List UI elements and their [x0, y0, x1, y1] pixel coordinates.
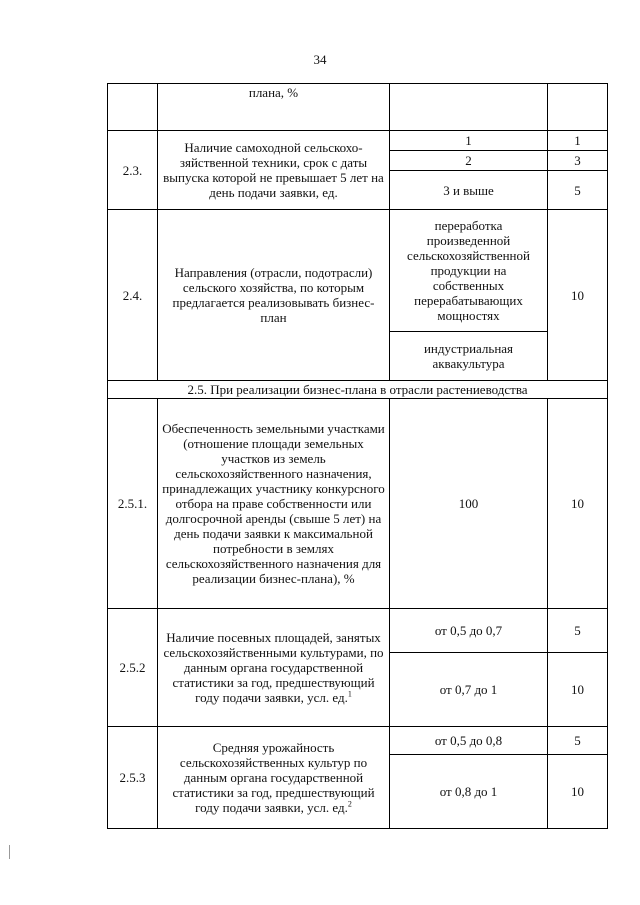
num-cell — [108, 210, 158, 381]
table-row — [108, 210, 608, 332]
table-row — [108, 131, 608, 151]
option-value: 3 и выше — [443, 182, 494, 198]
option-score: 5 — [574, 182, 581, 198]
section-title: 2.5. При реализации бизнес-плана в отрасли растениеводства — [187, 382, 528, 397]
num-cell — [108, 609, 158, 727]
option-value: индустриальная аквакультура — [423, 341, 514, 371]
score-cell — [548, 131, 608, 151]
desc-cell — [158, 727, 390, 829]
desc-text: Наличие самоходной сельскохо-зяйственной техники, срок с даты выпуска которой не превышает 5 лет на день подачи заявки, ед. — [163, 140, 384, 200]
option-score: 10 — [571, 682, 584, 697]
score-cell — [548, 210, 608, 381]
option-score: 10 — [571, 784, 584, 799]
value-cell — [390, 210, 548, 332]
desc-cell — [158, 131, 390, 210]
option-value: от 0,5 до 0,8 — [434, 733, 503, 748]
table-row — [108, 399, 608, 609]
criteria-table — [107, 83, 608, 829]
desc-cell — [158, 210, 390, 381]
option-score: 1 — [574, 133, 581, 148]
desc-text: Обеспеченность земельными участками (отношение площади земельных участков из земель сельскохозяйственного назначения, принадлежащих участнику конкурсного отбора на праве собственности или долгосрочной аренды (свыше 5 лет) на день подачи заявки к максимальной потребности в землях сельскохозяйственного назначения для реализации бизнес-плана), % — [162, 421, 385, 586]
footnote-mark: 2 — [347, 799, 352, 809]
score-cell — [548, 755, 608, 829]
desc-text: Наличие посевных площадей, занятых сельскохозяйственными культурами, по данным органа государственной статистики за год, предшествующий году подачи заявки, усл. ед. — [163, 630, 384, 705]
score-cell — [548, 84, 608, 131]
table-row — [108, 609, 608, 653]
value-cell — [390, 399, 548, 609]
table-row — [108, 727, 608, 755]
footnote-mark: 1 — [347, 689, 352, 699]
option-score: 5 — [574, 733, 581, 748]
value-cell — [390, 653, 548, 727]
desc-cell — [158, 84, 390, 131]
table-row — [108, 381, 608, 399]
score-cell — [548, 727, 608, 755]
page-number: 34 — [313, 52, 327, 67]
score-cell — [548, 151, 608, 171]
score-cell — [548, 609, 608, 653]
row-number: 2.5.3 — [119, 770, 146, 785]
option-value: от 0,8 до 1 — [439, 784, 498, 799]
num-cell — [108, 131, 158, 210]
num-cell — [108, 399, 158, 609]
score-cell — [548, 171, 608, 210]
row-number: 2.4. — [122, 287, 143, 303]
option-value: переработка произведенной сельскохозяйственной продукции на собственных перерабатывающих мощностях — [407, 218, 530, 323]
option-score: 5 — [574, 623, 581, 638]
desc-text: Средняя урожайность сельскохозяйственных культур по данным органа государственной статистики за год, предшествующий году подачи заявки, усл. ед. — [172, 740, 375, 815]
table-row — [108, 84, 608, 131]
scan-mark — [9, 845, 10, 859]
num-cell — [108, 727, 158, 829]
value-cell — [390, 84, 548, 131]
value-cell — [390, 609, 548, 653]
option-score: 10 — [571, 496, 584, 511]
score-cell — [548, 399, 608, 609]
option-score: 10 — [571, 287, 584, 303]
value-cell — [390, 727, 548, 755]
option-value: 100 — [458, 496, 479, 511]
value-cell — [390, 332, 548, 381]
option-value: 1 — [465, 133, 472, 148]
desc-text: Направления (отрасли, подотрасли) сельского хозяйства, по которым предлагается реализовывать бизнес-план — [172, 265, 375, 325]
desc-text: плана, % — [248, 85, 299, 100]
option-value: от 0,5 до 0,7 — [434, 623, 503, 638]
value-cell — [390, 131, 548, 151]
value-cell — [390, 171, 548, 210]
row-number: 2.5.2 — [119, 660, 146, 675]
num-cell — [108, 84, 158, 131]
row-number: 2.3. — [122, 162, 143, 178]
option-score: 3 — [574, 153, 581, 168]
row-number: 2.5.1. — [117, 496, 148, 511]
desc-cell — [158, 609, 390, 727]
option-value: 2 — [465, 153, 472, 168]
desc-cell — [158, 399, 390, 609]
option-value: от 0,7 до 1 — [439, 682, 498, 697]
value-cell — [390, 151, 548, 171]
value-cell — [390, 755, 548, 829]
score-cell — [548, 653, 608, 727]
section-heading — [108, 381, 608, 399]
